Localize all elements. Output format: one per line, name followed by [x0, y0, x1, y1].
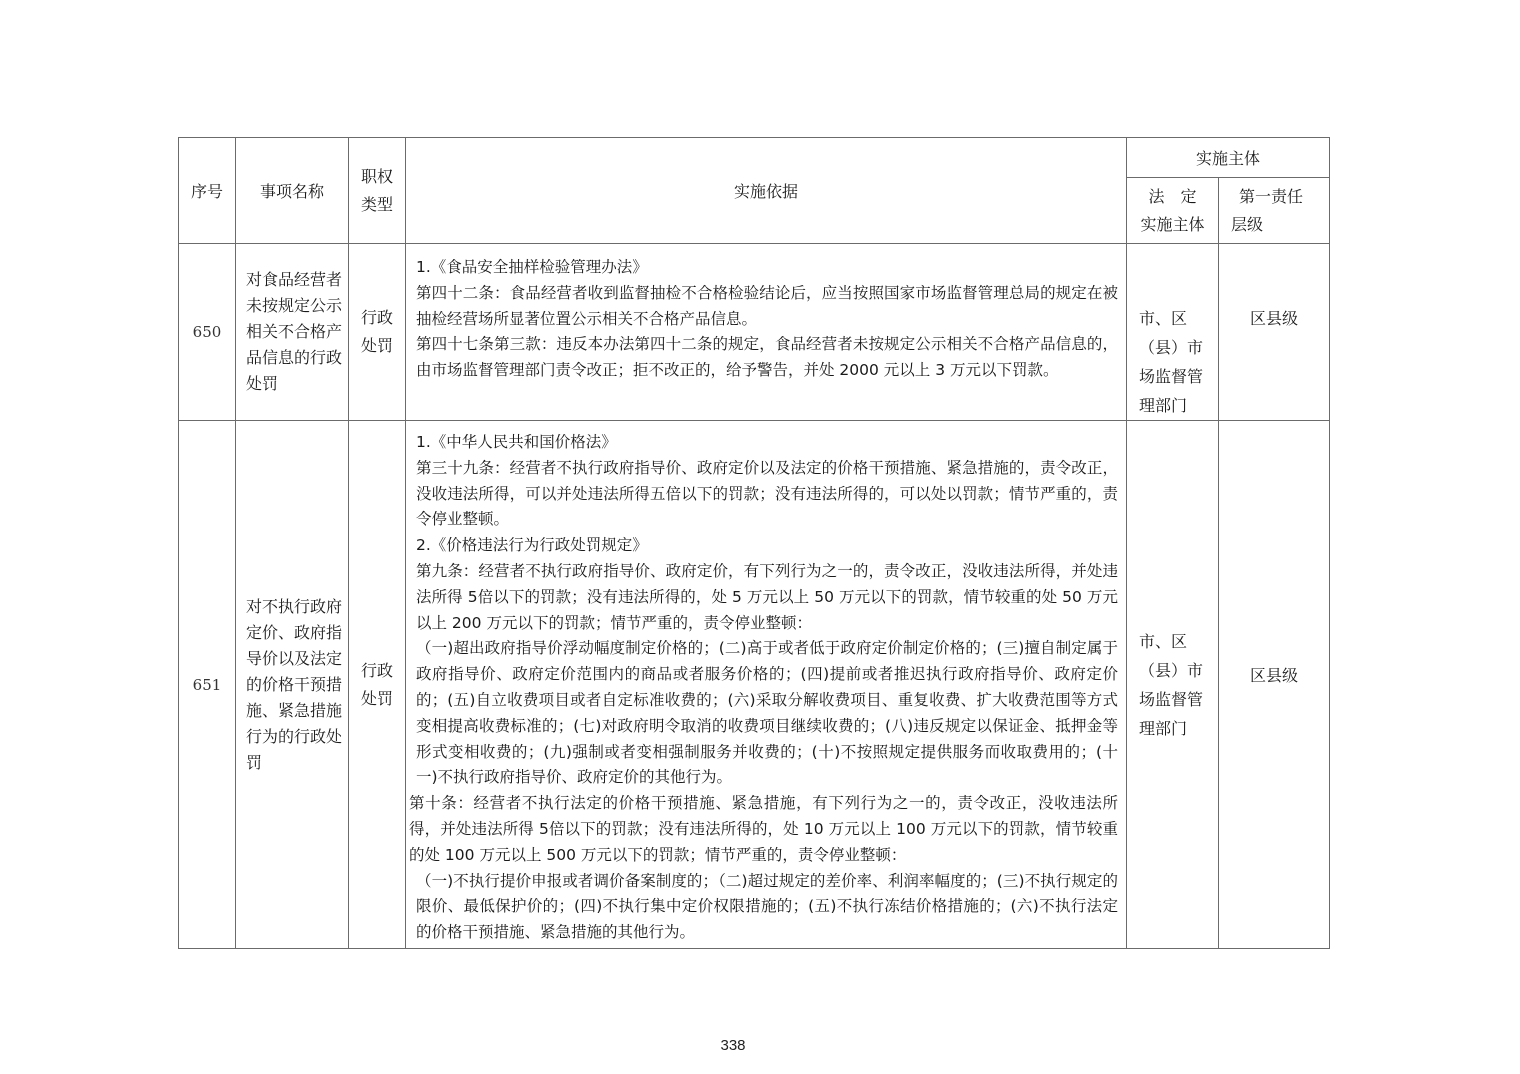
row-power-type-line2: 处罚: [360, 336, 393, 355]
basis-paragraph: 第九条：经营者不执行政府指导价、政府定价，有下列行为之一的，责令改正，没收违法所得，并处违法所得 5倍以下的罚款；没有违法所得的，处 5 万元以上 50 万元以下的罚款，情节较重的处 50 万元以上 200 万元以下的罚款；情节严重的，责令停业整顿：: [416, 561, 1118, 632]
basis-paragraph: （一)超出政府指导价浮动幅度制定价格的；(二)高于或者低于政府定价制定价格的；(三)擅自制定属于政府指导价、政府定价范围内的商品或者服务价格的；(四)提前或者推迟执行政府指导价、政府定价的；(五)自立收费项目或者自定标准收费的；(六)采取分解收费项目、重复收费、扩大收费范围等方式变相提高收费标准的；(七)对政府明令取消的收费项目继续收费的；(八)违反规定以保证金、抵押金等形式变相收费的；(九)强制或者变相强制服务并收费的；(十)不按照规定提供服务而收取费用的；(十一)不执行政府指导价、政府定价的其他行为。: [416, 639, 1118, 787]
header-first-resp-line2: 层级: [1231, 214, 1264, 234]
page-number: 338: [720, 1037, 746, 1054]
basis-paragraph: 第十条：经营者不执行法定的价格干预措施、紧急措施，有下列行为之一的，责令改正，没收违法所得，并处违法所得 5倍以下的罚款；没有违法所得的，处 10 万元以上 100 万元以下的罚款，情节较重的处 100 万元以上 500 万元以下的罚款；情节严重的，责令停业整顿：: [409, 794, 1118, 864]
row-power-type-line1: 行政: [360, 660, 393, 680]
row-first-resp-level: 区县级: [1219, 244, 1330, 421]
basis-paragraph: 第四十二条：食品经营者收到监督抽检不合格检验结论后，应当按照国家市场监督管理总局的规定在被抽检经营场所显著位置公示相关不合格产品信息。: [416, 283, 1118, 328]
row-first-resp-level: 区县级: [1219, 421, 1330, 949]
row-basis: [406, 244, 1127, 421]
header-legal-subject: [1127, 178, 1219, 244]
row-power-type: [349, 244, 406, 421]
basis-paragraph: 1.《中华人民共和国价格法》: [416, 433, 617, 451]
header-power-type-line2: 类型: [360, 194, 393, 214]
row-seq: 650: [179, 244, 236, 421]
basis-paragraph: 2.《价格违法行为行政处罚规定》: [416, 536, 648, 555]
row-legal-subject: 市、区（县）市场监督管理部门: [1127, 421, 1219, 949]
row-power-type-line2: 处罚: [360, 688, 393, 708]
row-legal-subject: 市、区（县）市场监督管理部门: [1127, 244, 1219, 421]
header-basis: 实施依据: [406, 138, 1127, 244]
row-power-type: [349, 421, 406, 949]
header-first-resp-line1: 第一责任: [1239, 186, 1304, 206]
basis-paragraph: 第三十九条：经营者不执行政府指导价、政府定价以及法定的价格干预措施、紧急措施的，责令改正，没收违法所得，可以并处违法所得五倍以下的罚款；没有违法所得的，可以处以罚款；情节严重的，责令停业整顿。: [416, 458, 1118, 529]
basis-paragraph: 1.《食品安全抽样检验管理办法》: [416, 258, 648, 276]
table-row: [179, 421, 1330, 949]
basis-paragraph: 第四十七条第三款：违反本办法第四十二条的规定，食品经营者未按规定公示相关不合格产品信息的，由市场监督管理部门责令改正；拒不改正的，给予警告，并处 2000 元以上 3 万元以下罚款。: [416, 335, 1118, 380]
header-item-name: 事项名称: [236, 138, 349, 244]
header-first-resp: [1219, 178, 1330, 244]
row-seq: 651: [179, 421, 236, 949]
row-item-name: 对食品经营者未按规定公示相关不合格产品信息的行政处罚: [236, 244, 349, 421]
basis-paragraph: （一)不执行提价申报或者调价备案制度的；（二)超过规定的差价率、利润率幅度的；(三)不执行规定的限价、最低保护价的；(四)不执行集中定价权限措施的；(五)不执行冻结价格措施的；(六)不执行法定的价格干预措施、紧急措施的其他行为。: [416, 871, 1118, 942]
document-table-wrapper: [178, 137, 1330, 949]
header-row-top: [179, 138, 1330, 178]
header-power-type: [349, 138, 406, 244]
row-basis: [406, 421, 1127, 949]
header-legal-subject-line2: 实施主体: [1140, 214, 1205, 234]
header-power-type-line1: 职权: [360, 166, 393, 186]
header-subject-group: 实施主体: [1127, 138, 1330, 178]
enforcement-items-table: [178, 137, 1330, 949]
header-legal-subject-line1: 法 定: [1148, 186, 1197, 206]
table-row: [179, 244, 1330, 421]
row-item-name: 对不执行政府定价、政府指导价以及法定的价格干预措施、紧急措施行为的行政处罚: [236, 421, 349, 949]
row-power-type-line1: 行政: [360, 308, 393, 327]
header-seq: 序号: [179, 138, 236, 244]
